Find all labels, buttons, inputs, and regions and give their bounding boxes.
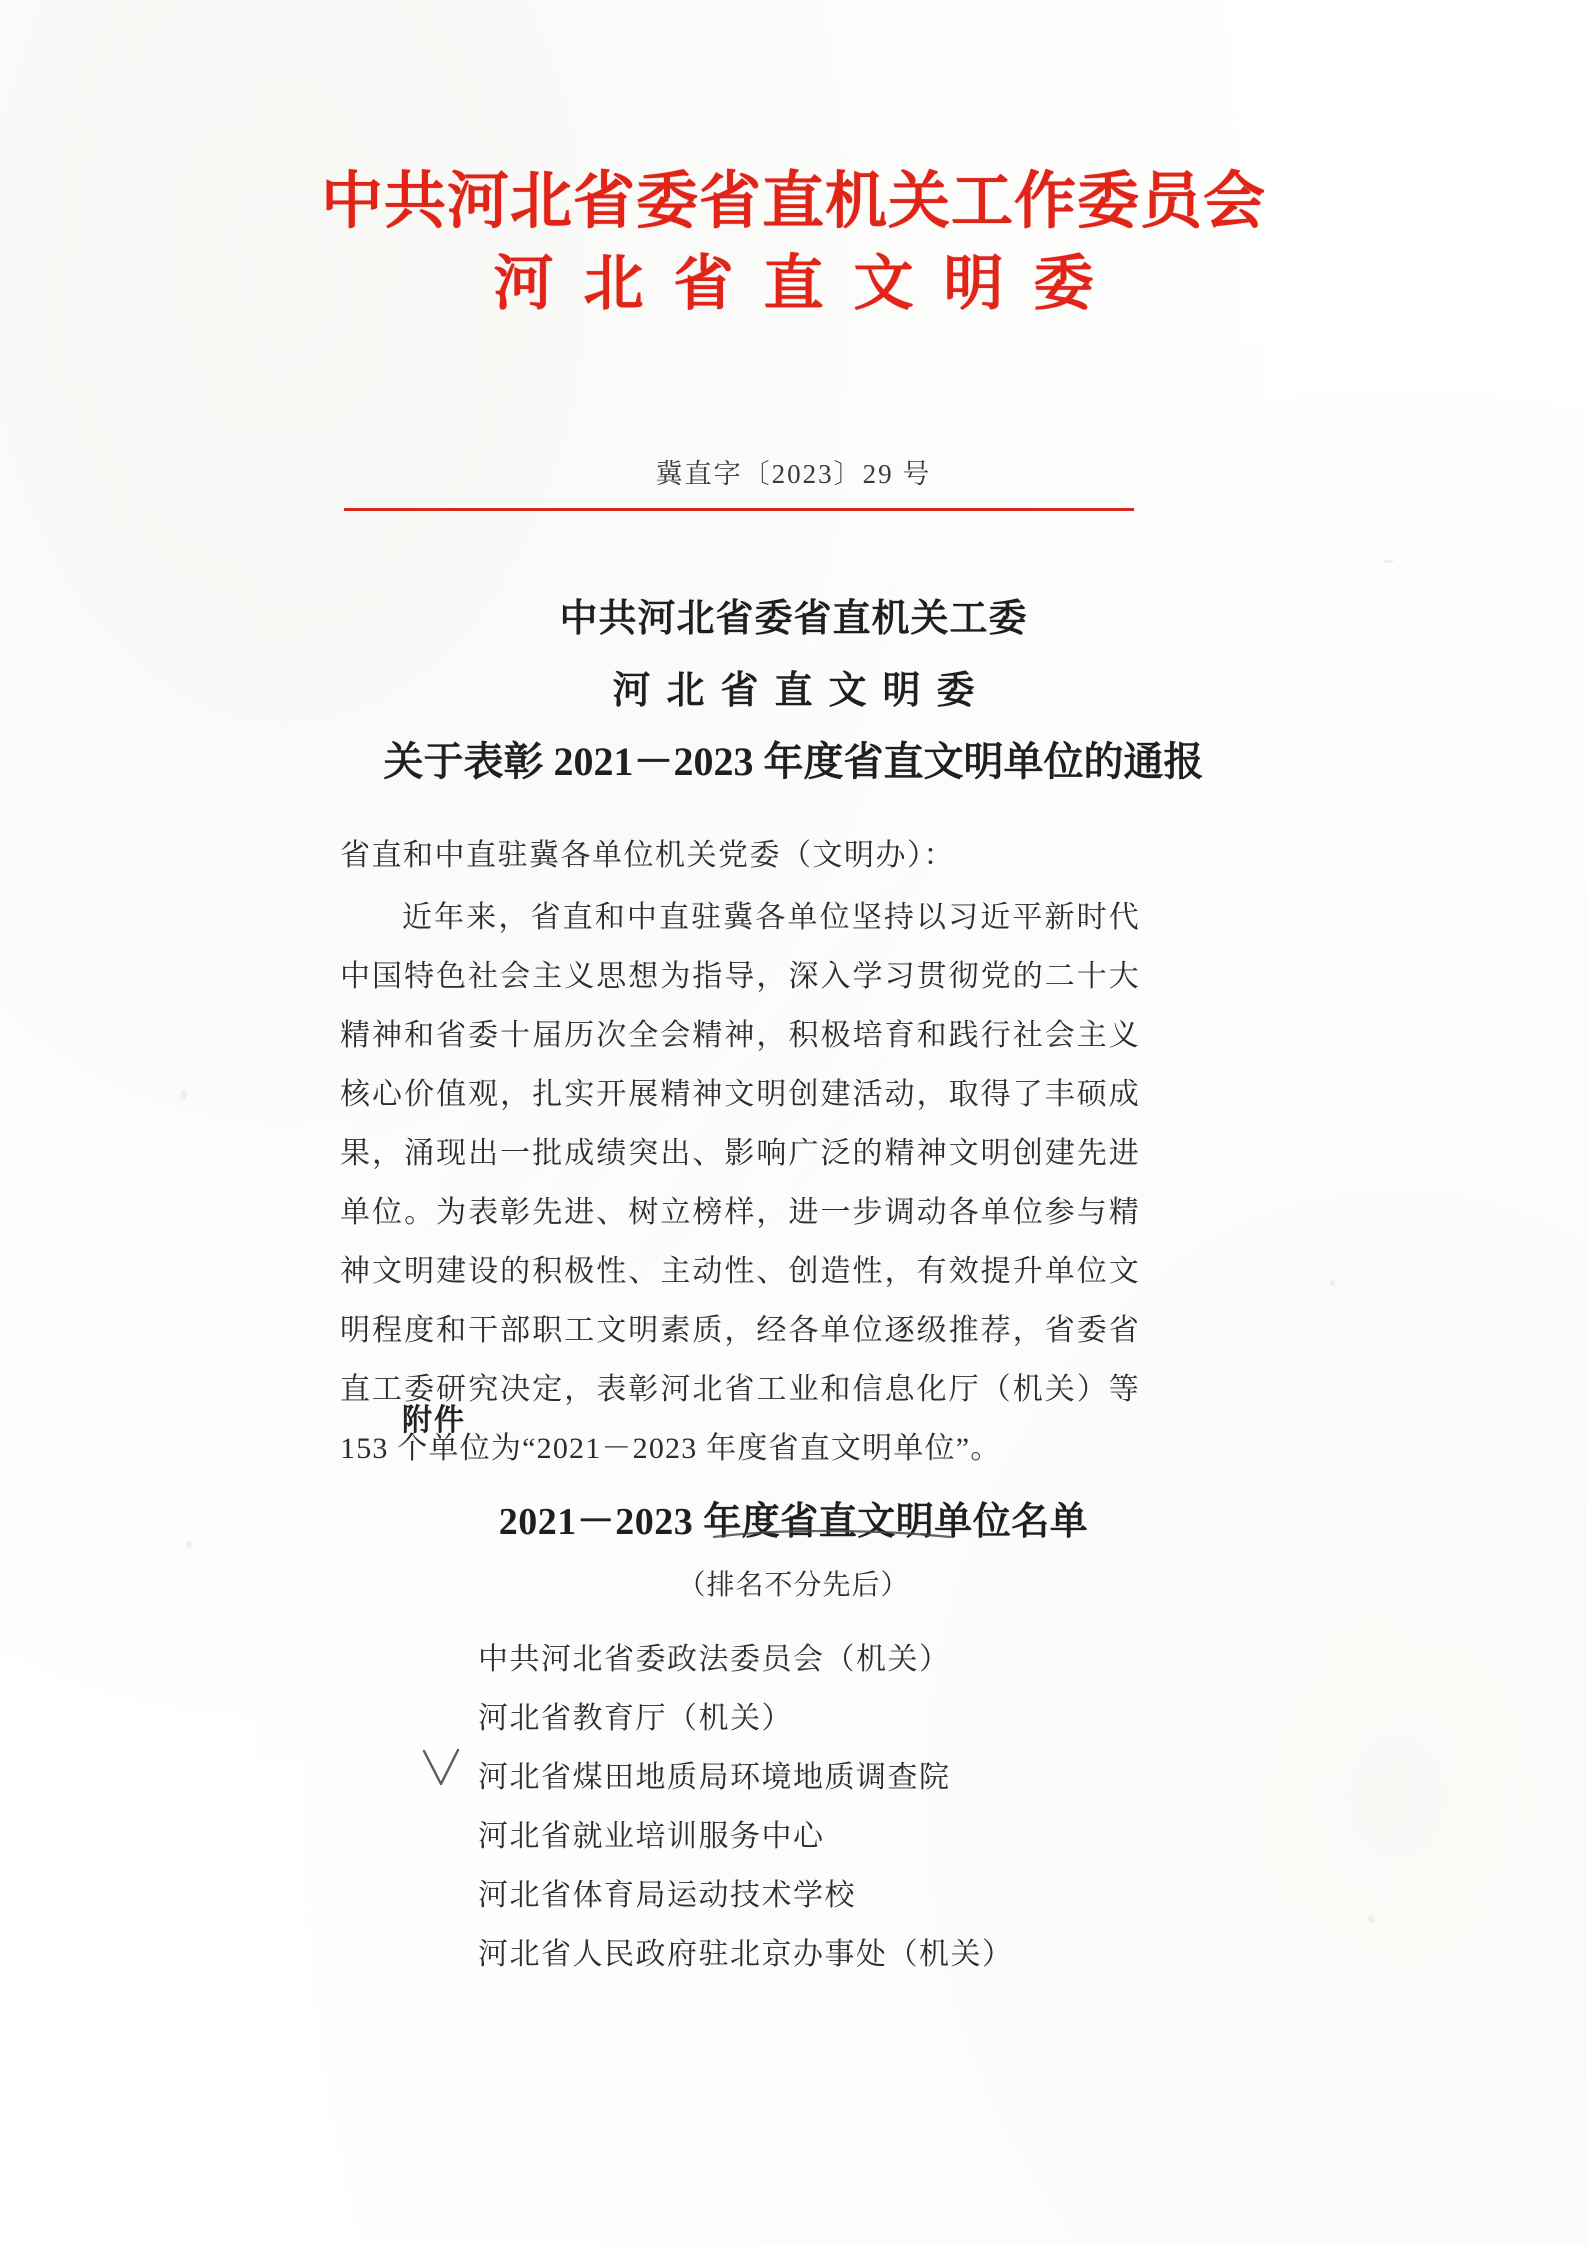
list-item: 河北省教育厅（机关） (478, 1702, 793, 1735)
list-item: 河北省人民政府驻北京办事处（机关） (478, 1938, 1014, 1971)
unit-list (478, 1630, 1378, 1984)
letterhead-line-2: 河北省直文明委 (493, 251, 1124, 318)
document-number: 冀直字〔2023〕29 号 (655, 459, 932, 489)
body-paragraph: 近年来，省直和中直驻冀各单位坚持以习近平新时代中国特色社会主义思想为指导，深入学习贯彻党的二十大精神和省委十届历次全会精神，积极培育和践行社会主义核心价值观，扎实开展精神文明创建活动，取得了丰硕成果，涌现出一批成绩突出、影响广泛的精神文明创建先进单位。为表彰先进、树立榜样，进一步调动各单位参与精神文明建设的积极性、主动性、创造性，有效提升单位文明程度和干部职工文明素质，经各单位逐级推荐，省委省直工委研究决定，表彰河北省工业和信息化厅（机关）等 153 个单位为“2021－2023 年度省直文明单位”。 (340, 901, 1140, 1465)
list-item: 中共河北省委政法委员会（机关） (478, 1643, 951, 1676)
list-item: 河北省就业培训服务中心 (478, 1820, 825, 1853)
handwritten-check-mark (420, 1748, 462, 1788)
scan-edge-mark (1384, 560, 1393, 563)
attachment-label: 附件 (402, 1404, 466, 1437)
letterhead-line-1: 中共河北省委省直机关工作委员会 (320, 168, 1266, 236)
title-line-2: 河北省直文明委 (612, 670, 991, 712)
addressee-line: 省直和中直驻冀各单位机关党委（文明办）： (340, 839, 955, 872)
scan-speck (180, 1090, 187, 1100)
document-title-block (0, 600, 1587, 782)
red-horizontal-rule (344, 508, 1134, 511)
scan-speck (1330, 1280, 1335, 1286)
list-item: 河北省煤田地质局环境地质调查院 (478, 1761, 951, 1794)
title-line-1: 中共河北省委省直机关工委 (559, 598, 1028, 640)
attachment-title: 2021－2023 年度省直文明单位名单 (498, 1501, 1089, 1543)
title-line-3: 关于表彰 2021－2023 年度省直文明单位的通报 (383, 739, 1204, 784)
letterhead (0, 168, 1587, 319)
list-item: 河北省体育局运动技术学校 (478, 1879, 856, 1912)
attachment-subtitle: （排名不分先后） (677, 1570, 910, 1601)
